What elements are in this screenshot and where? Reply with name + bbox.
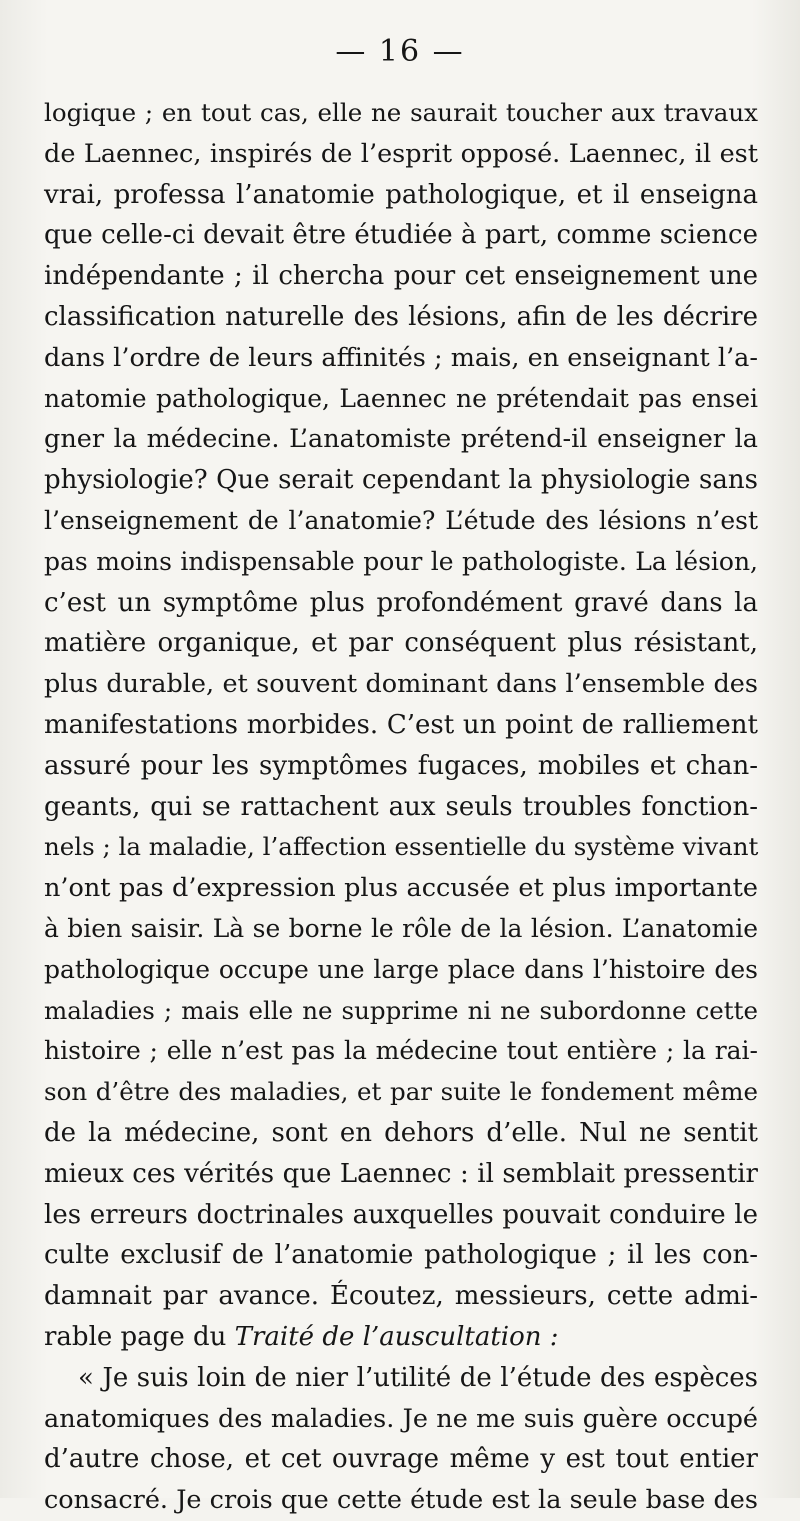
text-line: que celle-ci devait être étudiée à part, comme science [44,220,758,251]
text-line: matière organique, et par conséquent plus résistant, [44,628,758,659]
quote-line: consacré. Je crois que cette étude est la seule base des [44,1485,758,1516]
text-line: indépendante ; il chercha pour cet enseignement une [44,261,758,292]
text-line: dans l’ordre de leurs affinités ; mais, en enseignant l’a- [44,342,758,373]
text-line: mieux ces vérités que Laennec : il semblait pressentir [44,1158,758,1189]
text-line: nels ; la maladie, l’affection essentielle du système vivant [44,832,759,862]
paragraph-end-text: rable page du [44,1321,235,1352]
text-line: plus durable, et souvent dominant dans l’ensemble des [44,669,758,700]
text-line: à bien saisir. Là se borne le rôle de la lésion. L’anatomie [44,913,758,943]
text-line: physiologie? Que serait cependant la physiologie sans [44,465,758,496]
book-title-italic: Traité de l’auscultation : [234,1321,559,1352]
page-number: — 16 — [335,34,465,69]
text-line: culte exclusif de l’anatomie pathologique ; il les con- [44,1240,758,1271]
body-text [44,93,758,1521]
text-line: natomie pathologique, Laennec ne prétendait pas ensei [44,383,758,413]
paragraph-end-line [44,1317,758,1358]
text-line: de la médecine, sont en dehors d’elle. Nul ne sentit [44,1117,758,1148]
text-line: c’est un symptôme plus profondément gravé dans la [44,587,758,618]
text-line: les erreurs doctrinales auxquelles pouvait conduire le [44,1199,758,1230]
text-line: logique ; en tout cas, elle ne saurait toucher aux travaux [44,98,758,127]
text-line: pas moins indispensable pour le pathologiste. La lésion, [44,546,758,576]
text-line: de Laennec, inspirés de l’esprit opposé. Laennec, il est [44,138,758,169]
text-line: gner la médecine. L’anatomiste prétend-il enseigner la [44,424,758,455]
quote-line: anatomiques des maladies. Je ne me suis guère occupé [44,1403,758,1434]
text-line: histoire ; elle n’est pas la médecine tout entière ; la rai- [44,1036,758,1066]
quote-line: « Je suis loin de nier l’utilité de l’étude des espèces [78,1362,758,1393]
text-line: classification naturelle des lésions, afin de les décrire [44,301,758,332]
text-line: damnait par avance. Écoutez, messieurs, cette admi- [44,1281,758,1312]
text-line: pathologique occupe une large place dans l’histoire des [44,954,758,984]
text-line: assuré pour les symptômes fugaces, mobiles et chan- [44,750,758,781]
text-line: n’ont pas d’expression plus accusée et plus importante [44,873,758,904]
text-line: manifestations morbides. C’est un point de ralliement [44,709,758,740]
quote-line: d’autre chose, et cet ouvrage même y est tout entier [44,1444,758,1475]
text-line: vrai, professa l’anatomie pathologique, et il enseigna [44,179,758,210]
text-line: l’enseignement de l’anatomie? L’étude des lésions n’est [44,505,758,535]
text-line: son d’être des maladies, et par suite le fondement même [44,1077,758,1107]
text-line: geants, qui se rattachent aux seuls troubles fonction- [44,791,758,822]
text-line: maladies ; mais elle ne supprime ni ne subordonne cette [44,995,758,1025]
